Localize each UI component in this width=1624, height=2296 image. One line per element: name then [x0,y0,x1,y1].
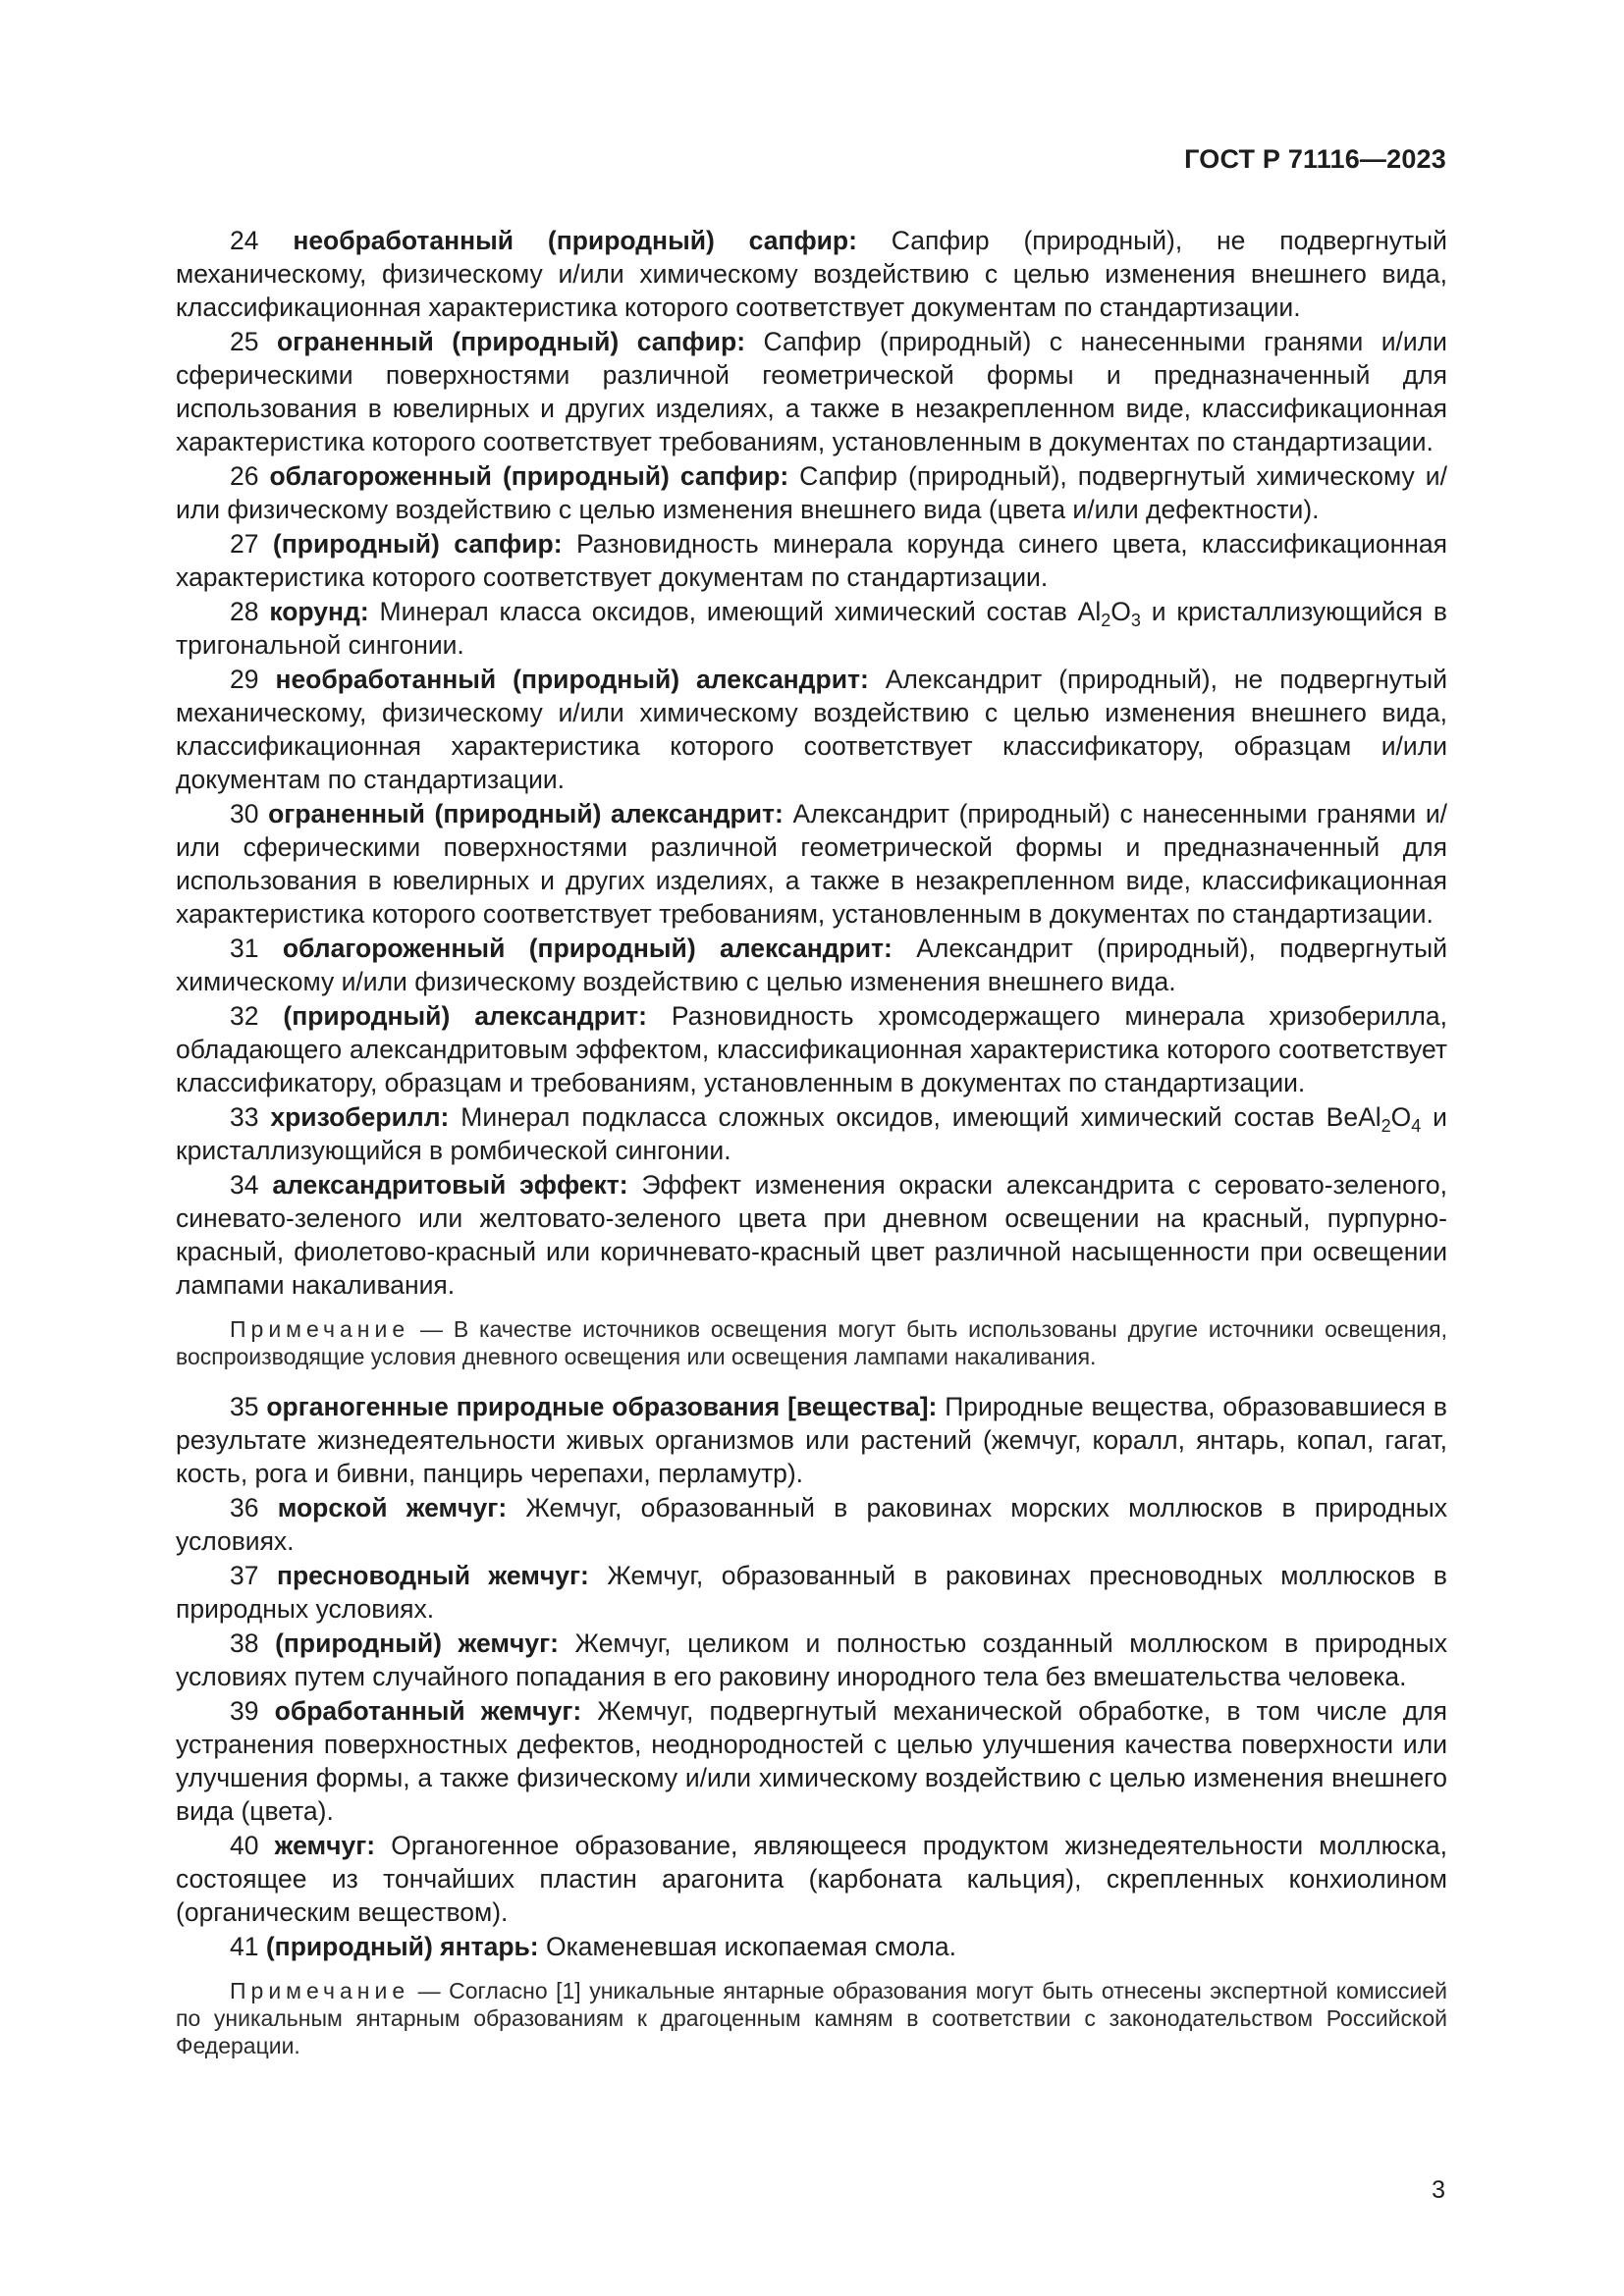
terms-body [176,224,1447,2079]
term-title: облагороженный (природный) александрит: [282,934,893,963]
term-36: 36 морской жемчуг: Жемчуг, образованный в раковинах морских моллюсков в природных условиях. [176,1493,1447,1556]
term-27: 27 (природный) сапфир: Разновидность минерала корунда синего цвета, классификационная характеристика которого соответствует документам по стандартизации. [176,529,1448,592]
term-definition: Минерал класса оксидов, имеющий химический состав $Al_2O_3$ и кристаллизующийся в тригональной сингонии. [176,597,1447,660]
term-39: 39 обработанный жемчуг: Жемчуг, подвергнутый механической обработке, в том числе для устранения поверхностных дефектов, неоднородностей с целью улучшения качества поверхности или улучшения формы, а также физическому и/или химическому воздействию с целью изменения внешнего вида (цвета). [176,1696,1447,1826]
term-definition: Жемчуг, образованный в раковинах морских моллюсков в природных условиях. [176,1493,1447,1556]
note-text: — Согласно [1] уникальные янтарные образования могут быть отнесены экспертной комиссией по уникальным янтарным образованиям к драгоценным камням в соответствии с законодательством Российской Федерации. [176,1978,1447,2058]
term-definition: Сапфир (природный) с нанесенными гранями и/или сферическими поверхностями различной геометрической формы и предназначенный для использования в ювелирных и других изделиях, а также в незакрепленном виде, классификационная характеристика которого соответствует требованиям, установленным в документах по стандартизации. [176,327,1447,456]
term-30: 30 ограненный (природный) александрит: Александрит (природный) с нанесенными гранями и/или сферическими поверхностями различной геометрической формы и предназначенный для использования в ювелирных и других изделиях, а также в незакрепленном виде, классификационная характеристика которого соответствует требованиям, установленным в документах по стандартизации. [176,799,1447,929]
term-31: 31 облагороженный (природный) александрит: Александрит (природный), подвергнутый химическому и/или физическому воздействию с целью изменения внешнего вида. [176,934,1447,996]
term-definition: Сапфир (природный), не подвергнутый механическому, физическому и/или химическому воздействию с целью изменения внешнего вида, классификационная характеристика которого соответствует документам по стандартизации. [176,226,1447,322]
term-definition: Разновидность хромсодержащего минерала хризоберилла, обладающего александритовым эффектом, классификационная характеристика которого соответствует классификатору, образцам и требованиям, установленным в документах по стандартизации. [176,1001,1447,1097]
term-title: корунд: [269,597,369,626]
term-definition: Разновидность минерала корунда синего цвета, классификационная характеристика которого соответствует документам по стандартизации. [176,529,1448,592]
term-title: (природный) янтарь: [265,1932,539,1961]
term-title: ограненный (природный) александрит: [268,799,784,828]
term-title: необработанный (природный) сапфир: [293,226,857,255]
term-title: пресноводный жемчуг: [276,1561,589,1590]
note-2 [176,1977,1447,2059]
term-29: 29 необработанный (природный) александрит: Александрит (природный), не подвергнутый механическому, физическому и/или химическому воздействию с целью изменения внешнего вида, классификационная характеристика которого соответствует классификатору, образцам и/или документам по стандартизации. [176,665,1447,794]
page-number: 3 [1432,2176,1445,2204]
term-40: 40 жемчуг: Органогенное образование, являющееся продуктом жизнедеятельности моллюска, состоящее из тончайших пластин арагонита (карбоната кальция), скрепленных конхиолином (органическим веществом). [176,1831,1447,1927]
term-definition: Эффект изменения окраски александрита с серовато-зеленого, синевато-зеленого или желтовато-зеленого цвета при дневном освещении на красный, пурпурно-красный, фиолетово-красный или коричневато-красный цвет различной насыщенности при освещении лампами накаливания. [176,1170,1448,1300]
term-title: александритовый эффект: [272,1170,628,1200]
note-text: — В качестве источников освещения могут быть использованы другие источники освещения, воспроизводящие условия дневного освещения или освещения лампами накаливания. [176,1316,1447,1369]
term-title: необработанный (природный) александрит: [275,665,869,694]
term-41: 41 (природный) янтарь: Окаменевшая ископаемая смола. [230,1932,957,1961]
term-title: морской жемчуг: [277,1493,508,1522]
term-definition: Минерал подкласса сложных оксидов, имеющий химический состав $BeAl_2O_4$ и кристаллизующийся в ромбической сингонии. [176,1102,1447,1165]
term-definition: Органогенное образование, являющееся продуктом жизнедеятельности моллюска, состоящее из тончайших пластин арагонита (карбоната кальция), скрепленных конхиолином (органическим веществом). [176,1831,1447,1927]
term-title: (природный) сапфир: [272,529,563,559]
term-25: 25 ограненный (природный) сапфир: Сапфир (природный) с нанесенными гранями и/или сферическими поверхностями различной геометрической формы и предназначенный для использования в ювелирных и других изделиях, а также в незакрепленном виде, классификационная характеристика которого соответствует требованиям, установленным в документах по стандартизации. [176,327,1447,456]
term-title: органогенные природные образования [вещества]: [266,1392,938,1421]
term-definition: Окаменевшая ископаемая смола. [546,1932,957,1961]
term-35: 35 органогенные природные образования [вещества]: Природные вещества, образовавшиеся в результате жизнедеятельности живых организмов или растений (жемчуг, коралл, янтарь, копал, гагат, кость, рога и бивни, панцирь черепахи, перламутр). [176,1392,1447,1488]
term-37: 37 пресноводный жемчуг: Жемчуг, образованный в раковинах пресноводных моллюсков в природных условиях. [176,1561,1447,1624]
term-32: 32 (природный) александрит: Разновидность хромсодержащего минерала хризоберилла, обладающего александритовым эффектом, классификационная характеристика которого соответствует классификатору, образцам и требованиям, установленным в документах по стандартизации. [176,1001,1447,1097]
term-33: 33 хризоберилл: Минерал подкласса сложных оксидов, имеющий химический состав $BeAl_2O_4$ и кристаллизующийся в ромбической сингонии. [176,1102,1447,1165]
term-definition: Александрит (природный) с нанесенными гранями и/или сферическими поверхностями различной геометрической формы и предназначенный для использования в ювелирных и других изделиях, а также в незакрепленном виде, классификационная характеристика которого соответствует требованиям, установленным в документах по стандартизации. [176,799,1447,929]
term-34: 34 александритовый эффект: Эффект изменения окраски александрита с серовато-зеленого, синевато-зеленого или желтовато-зеленого цвета при дневном освещении на красный, пурпурно-красный, фиолетово-красный или коричневато-красный цвет различной насыщенности при освещении лампами накаливания. [176,1170,1448,1300]
standard-header: ГОСТ Р 71116—2023 [1184,144,1446,174]
term-definition: Александрит (природный), не подвергнутый механическому, физическому и/или химическому воздействию с целью изменения внешнего вида, классификационная характеристика которого соответствует классификатору, образцам и/или документам по стандартизации. [176,665,1447,794]
term-28: 28 корунд: Минерал класса оксидов, имеющий химический состав $Al_2O_3$ и кристаллизующийся в тригональной сингонии. [176,597,1447,660]
term-definition: Жемчуг, целиком и полностью созданный моллюском в природных условиях путем случайного попадания в его раковину инородного тела без вмешательства человека. [176,1629,1447,1691]
term-definition: Александрит (природный), подвергнутый химическому и/или физическому воздействию с целью изменения внешнего вида. [176,934,1447,996]
term-title: обработанный жемчуг: [274,1696,582,1726]
term-title: (природный) жемчуг: [275,1629,559,1658]
term-title: (природный) александрит: [283,1001,647,1031]
term-24: 24 необработанный (природный) сапфир: Сапфир (природный), не подвергнутый механическому, физическому и/или химическому воздействию с целью изменения внешнего вида, классификационная характеристика которого соответствует документам по стандартизации. [176,226,1447,322]
term-definition: Природные вещества, образовавшиеся в результате жизнедеятельности живых организмов или растений (жемчуг, коралл, янтарь, копал, гагат, кость, рога и бивни, панцирь черепахи, перламутр). [176,1392,1447,1488]
term-definition: Жемчуг, подвергнутый механической обработке, в том числе для устранения поверхностных дефектов, неоднородностей с целью улучшения качества поверхности или улучшения формы, а также физическому и/или химическому воздействию с целью изменения внешнего вида (цвета). [176,1696,1447,1826]
note-label: Примечание [230,1316,410,1342]
term-title: жемчуг: [274,1831,376,1860]
note-label: Примечание [230,1978,410,2003]
term-title: хризоберилл: [270,1102,450,1132]
term-definition: Жемчуг, образованный в раковинах пресноводных моллюсков в природных условиях. [176,1561,1447,1624]
term-26: 26 облагороженный (природный) сапфир: Сапфир (природный), подвергнутый химическому и/или физическому воздействию с целью изменения внешнего вида (цвета и/или дефектности). [176,461,1447,524]
term-title: облагороженный (природный) сапфир: [269,461,789,491]
note-1 [176,1315,1447,1370]
term-definition: Сапфир (природный), подвергнутый химическому и/или физическому воздействию с целью изменения внешнего вида (цвета и/или дефектности). [176,461,1447,524]
term-38: 38 (природный) жемчуг: Жемчуг, целиком и полностью созданный моллюском в природных условиях путем случайного попадания в его раковину инородного тела без вмешательства человека. [176,1629,1447,1691]
term-title: ограненный (природный) сапфир: [276,327,746,356]
